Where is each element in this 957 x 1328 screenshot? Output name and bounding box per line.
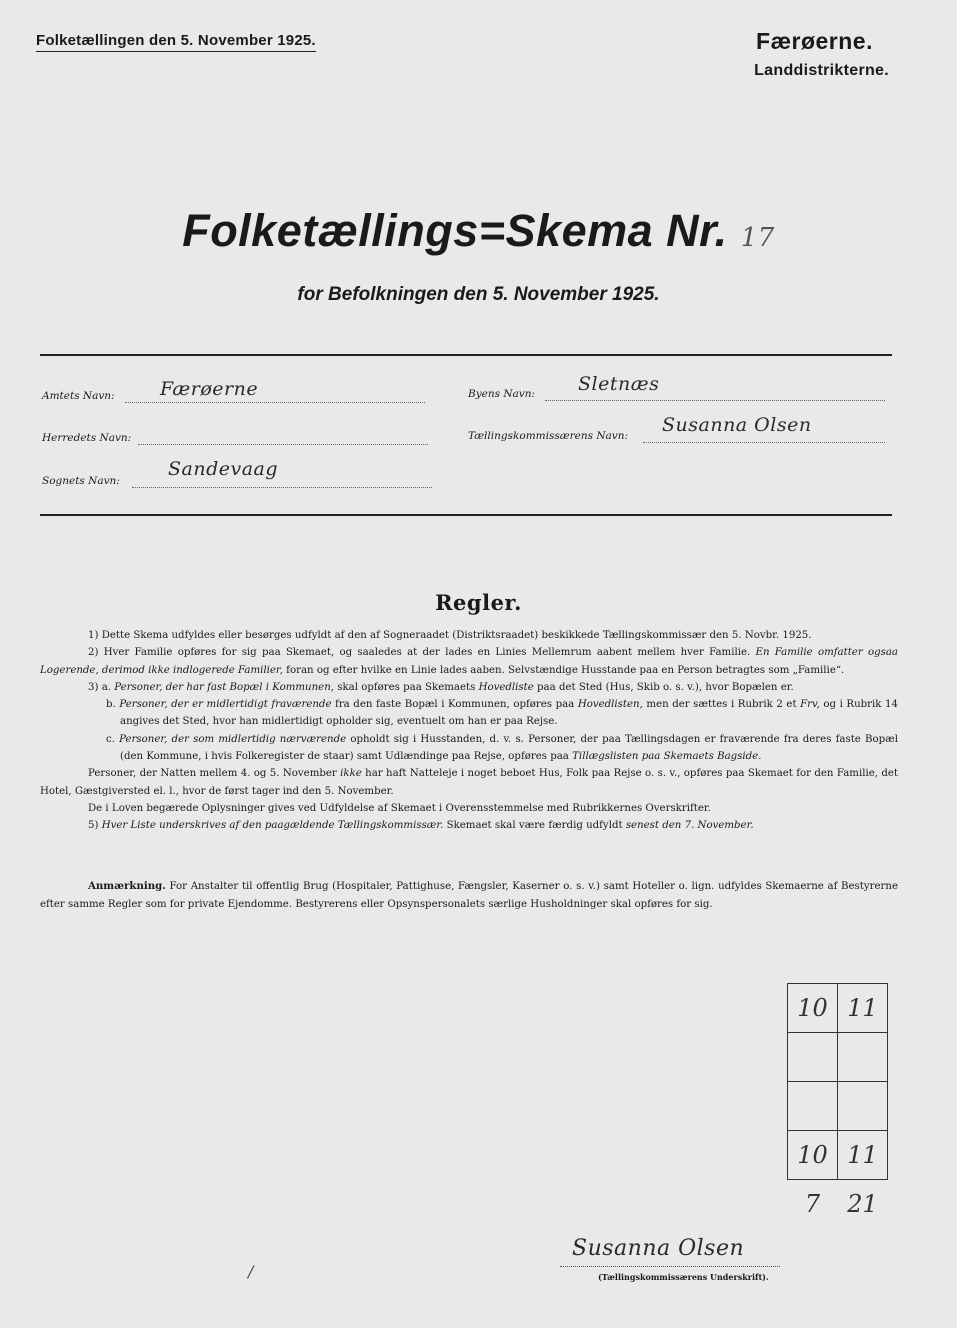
tally-cell: 11 [838,1131,888,1180]
census-header-left: Folketællingen den 5. November 1925. [36,32,316,52]
top-rule [40,354,892,356]
form-title [0,205,957,257]
kommissaer-value: Susanna Olsen [662,414,812,436]
tally-row [788,1131,888,1180]
region-subtitle: Landdistrikterne. [754,62,889,79]
by-label: Byens Navn: [468,388,536,400]
bottom-rule [40,514,892,516]
amt-label: Amtets Navn: [42,390,115,402]
tally-cell [838,1082,888,1131]
rule-5: 5) Hver Liste underskrives af den paagældende Tællingskommissær. Skemaet skal være færdig udfyldt senest den 7. November. [88,820,754,832]
form-title-text: Folketællings=Skema Nr. [182,205,728,256]
rule-3c: c. Personer, der som midlertidig nærværende opholdt sig i Husstanden, d. v. s. Personer, der paa Tællingsdagen er fraværende fra deres faste Bopæl (den Kommune, i hvis Folkeregister de staar) samt Udlændinge paa Rejse, opføres paa Tillægslisten paa Skemaets Bagside. [106,733,898,763]
tally-cell: 10 [788,984,838,1033]
by-line [545,400,885,401]
tally-cell [838,1033,888,1082]
signature-line [560,1266,780,1267]
rule-3d: Personer, der Natten mellem 4. og 5. November ikke har haft Natteleje i noget beboet Hus, Folk paa Rejse o. s. v., opføres paa Skemaet for den Familie, det Hotel, Gæstgiversted el. l., hvor de først tager ind den 5. November. [40,768,898,797]
rules-body [40,627,898,835]
tally-row [788,1033,888,1082]
herred-line [138,444,428,445]
region-title: Færøerne. [756,28,873,54]
form-subtitle: for Befolkningen den 5. November 1925. [297,284,660,305]
tally-row-total [788,1180,888,1229]
tally-cell: 7 [804,1190,821,1218]
by-value: Sletnæs [578,373,660,395]
remark-label: Anmærkning. [88,880,166,892]
remark-text: For Anstalter til offentlig Brug (Hospitaler, Pattighuse, Fængsler, Kaserner o. s. v.) samt Hoteller o. lign. udfyldes Skemaerne af Bestyrerne efter samme Regler som for private Ejendomme. Bestyrerens eller Opsynspersonalets særlige Husholdninger skal opføres for sig. [40,881,898,910]
tally-table [787,983,888,1228]
signature: Susanna Olsen [572,1236,745,1261]
rule-3a: 3) a. Personer, der har fast Bopæl i Kommunen, skal opføres paa Skemaets Hovedliste paa det Sted (Hus, Skib o. s. v.), hvor Bopælen er. [88,681,794,693]
form-number: 17 [740,223,775,253]
remark [40,877,898,914]
tally-cell: 21 [847,1190,878,1218]
sogn-value: Sandevaag [168,458,279,480]
margin-mark: / [248,1262,254,1281]
amt-line [125,402,425,403]
tally-cell [788,1033,838,1082]
tally-cell: 11 [838,984,888,1033]
kommissaer-label: Tællingskommissærens Navn: [468,430,629,442]
sogn-line [132,487,432,488]
tally-cell: 10 [788,1131,838,1180]
signature-caption: (Tællingskommissærens Underskrift). [598,1272,769,1282]
tally-cell [788,1082,838,1131]
amt-value: Færøerne [160,378,259,400]
kommissaer-line [643,442,885,443]
tally-row [788,984,888,1033]
herred-label: Herredets Navn: [42,432,132,444]
rule-4: De i Loven begærede Oplysninger gives ved Udfyldelse af Skemaet i Overensstemmelse med Rubrikkernes Overskrifter. [88,802,711,814]
tally-row [788,1082,888,1131]
rule-1: 1) Dette Skema udfyldes eller besørges udfyldt af den af Sogneraadet (Distriktsraadet) beskikkede Tællingskommissær den 5. Novbr. 1925. [88,630,812,641]
rule-2: 2) Hver Familie opføres for sig paa Skemaet, og saaledes at der lades en Linies Mellemrum aabent mellem hver Familie. En Familie omfatter ogsaa Logerende, derimod ikke indlogerede Familier, foran og efter hvilke en Linie lades aaben. Selvstændige Husstande paa en Person betragtes som „Familie“. [40,647,898,676]
rules-heading: Regler. [435,590,522,615]
sogn-label: Sognets Navn: [42,475,120,487]
rule-3b: b. Personer, der er midlertidigt fraværende fra den faste Bopæl i Kommunen, opføres paa Hovedlisten, men der sættes i Rubrik 2 et Frv, og i Rubrik 14 angives det Sted, hvor han midlertidigt opholder sig, eventuelt om han er paa Rejse. [106,699,898,728]
